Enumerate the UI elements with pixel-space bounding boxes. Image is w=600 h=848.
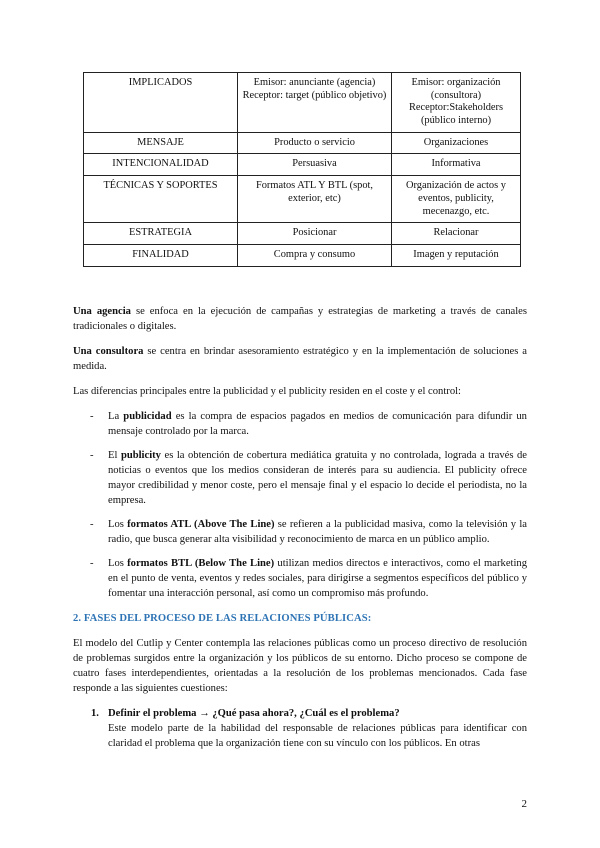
table-row — [84, 154, 521, 176]
row-label: MENSAJE — [84, 132, 238, 154]
cell-agency: Producto o servicio — [238, 132, 392, 154]
table-row — [84, 244, 521, 266]
row-label: INTENCIONALIDAD — [84, 154, 238, 176]
phase-text: Este modelo parte de la habilidad del responsable de relaciones públicas para identificar con claridad el problema que la organización tiene con su vínculo con los públicos. En otras — [108, 722, 527, 749]
body-text — [73, 304, 527, 751]
row-label: IMPLICADOS — [84, 73, 238, 133]
cell-agency: Persuasiva — [238, 154, 392, 176]
row-label: ESTRATEGIA — [84, 223, 238, 245]
cell-agency: Compra y consumo — [238, 244, 392, 266]
cell-consultancy: Emisor: organización (consultora) Receptor:Stakeholders (público interno) — [392, 73, 521, 133]
differences-list — [73, 409, 527, 601]
table-row — [84, 73, 521, 133]
term-agency: Una agencia — [73, 306, 131, 317]
phase-number: 1. — [91, 707, 99, 719]
section-heading: 2. FASES DEL PROCESO DE LAS RELACIONES PÚBLICAS: — [73, 612, 372, 624]
list-item: - Los formatos BTL (Below The Line) utilizan medios directos e interactivos, como el marketing en el punto de venta, eventos y redes sociales, para dirigirse a segmentos específicos del público y fomentar una interacción personal, así como un compromiso más profundo. — [90, 558, 528, 600]
row-label: TÉCNICAS Y SOPORTES — [84, 176, 238, 223]
cell-consultancy: Informativa — [392, 154, 521, 176]
cell-agency: Emisor: anunciante (agencia) Receptor: target (público objetivo) — [238, 73, 392, 133]
cell-consultancy: Organizaciones — [392, 132, 521, 154]
list-item: - El publicity es la obtención de cobertura mediática gratuita y no controlada, lograda a través de noticias o eventos que los medios consideran de interés para su audiencia. El publicity ofrece mayor credibilidad y menor coste, pero el mensaje final y el espacio lo decide el periodista, no la empresa. — [90, 450, 527, 507]
phases-list — [73, 706, 527, 751]
list-item: - La publicidad es la compra de espacios pagados en medios de comunicación para difundir un mensaje controlado por la marca. — [90, 411, 527, 438]
cell-consultancy: Imagen y reputación — [392, 244, 521, 266]
paragraph-differences: Las diferencias principales entre la publicidad y el publicity residen en el coste y el control: — [73, 386, 462, 398]
cell-agency: Formatos ATL Y BTL (spot, exterior, etc) — [238, 176, 392, 223]
comparison-table — [83, 72, 521, 267]
list-item: - Los formatos ATL (Above The Line) se refieren a la publicidad masiva, como la televisión y la radio, que busca generar alta visibilidad y reconocimiento de marca en un público amplio. — [90, 519, 527, 546]
term-consultancy: Una consultora — [73, 346, 144, 358]
row-label: FINALIDAD — [84, 244, 238, 266]
paragraph-consultancy: Una consultora se centra en brindar asesoramiento estratégico y en la implementación de soluciones a medida. — [73, 346, 527, 373]
table-row — [84, 176, 521, 223]
cell-consultancy: Organización de actos y eventos, publicity, mecenazgo, etc. — [392, 176, 521, 223]
cell-consultancy: Relacionar — [392, 223, 521, 245]
table-row — [84, 223, 521, 245]
cell-agency: Posicionar — [238, 223, 392, 245]
paragraph-agency: Una agencia se enfoca en la ejecución de campañas y estrategias de marketing a través de canales tradicionales o digitales. — [73, 306, 527, 333]
phase-item — [73, 706, 527, 751]
table-row — [84, 132, 521, 154]
paragraph-model: El modelo del Cutlip y Center contempla las relaciones públicas como un proceso directivo de resolución de problemas surgidos entre la organización y los públicos de su entorno. Dicho proceso se compone de cuatro fases interdependientes, orientadas a la resolución de los problemas mencionados. Cada fase responde a las siguientes cuestiones: — [73, 637, 527, 694]
phase-title: Definir el problema → ¿Qué pasa ahora?, ¿Cuál es el problema? — [108, 707, 400, 719]
page-number: 2 — [521, 798, 527, 810]
